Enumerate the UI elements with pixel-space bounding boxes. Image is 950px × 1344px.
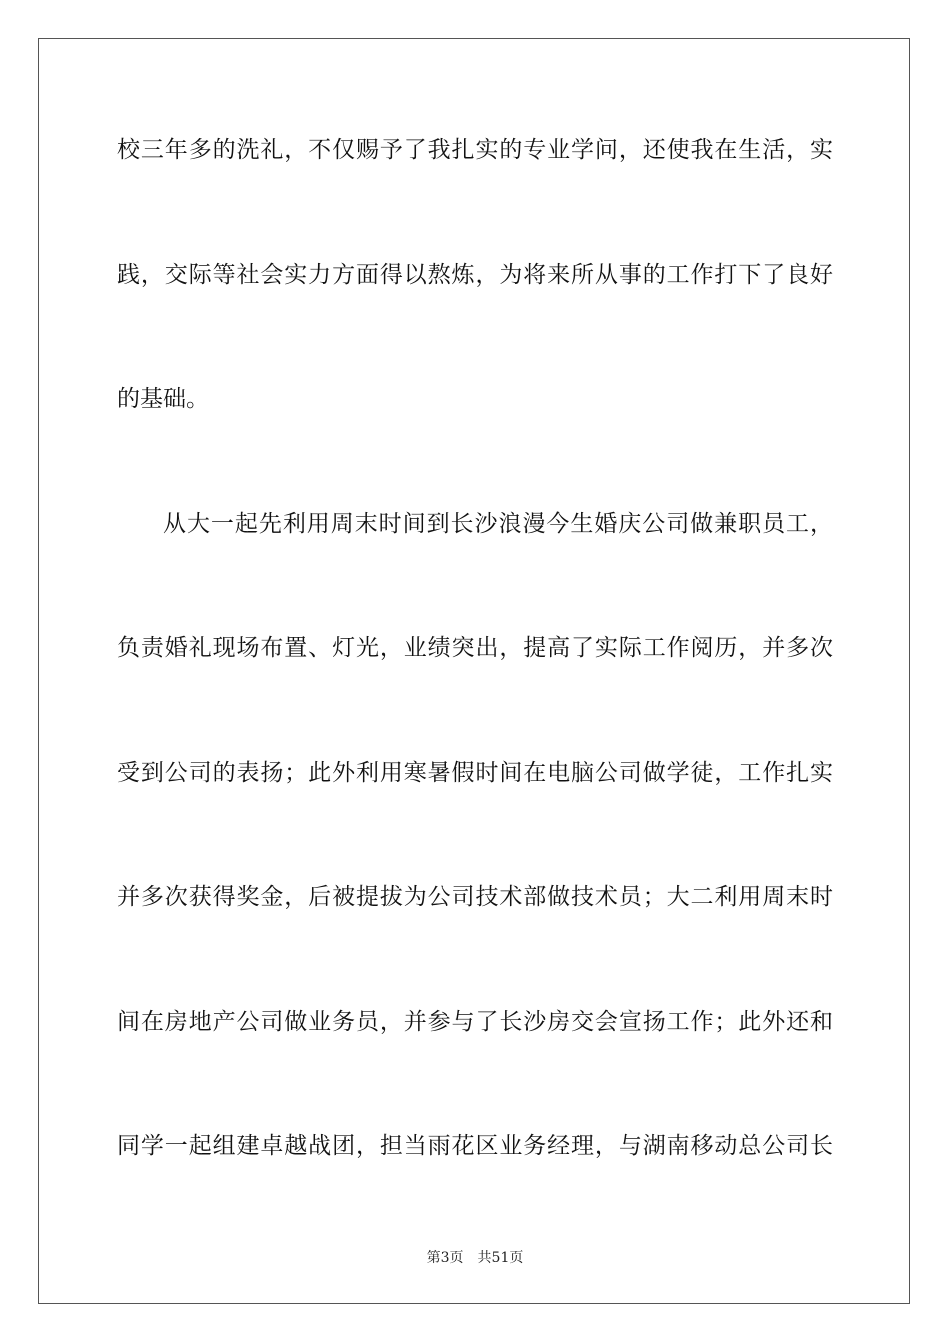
paragraph-line: 践，交际等社会实力方面得以熬炼，为将来所从事的工作打下了良好 xyxy=(117,262,833,288)
paragraph-line: 负责婚礼现场布置、灯光，业绩突出，提高了实际工作阅历，并多次 xyxy=(117,635,833,661)
paragraph-first-line: 从大一起先利用周末时间到长沙浪漫今生婚庆公司做兼职员工， xyxy=(163,511,833,537)
paragraph-line: 受到公司的表扬；此外利用寒暑假时间在电脑公司做学徒，工作扎实 xyxy=(117,760,833,786)
page-number: 第3页 共51页 xyxy=(426,1250,524,1266)
paragraph-line: 同学一起组建卓越战团，担当雨花区业务经理，与湖南移动总公司长 xyxy=(117,1133,833,1159)
paragraph-line: 并多次获得奖金，后被提拔为公司技术部做技术员；大二利用周末时 xyxy=(117,884,833,910)
paragraph-line: 的基础。 xyxy=(117,386,209,412)
paragraph-line: 间在房地产公司做业务员，并参与了长沙房交会宣扬工作；此外还和 xyxy=(117,1009,833,1035)
page-border xyxy=(38,38,910,1304)
paragraph-line: 校三年多的洗礼，不仅赐予了我扎实的专业学问，还使我在生活，实 xyxy=(117,137,833,163)
